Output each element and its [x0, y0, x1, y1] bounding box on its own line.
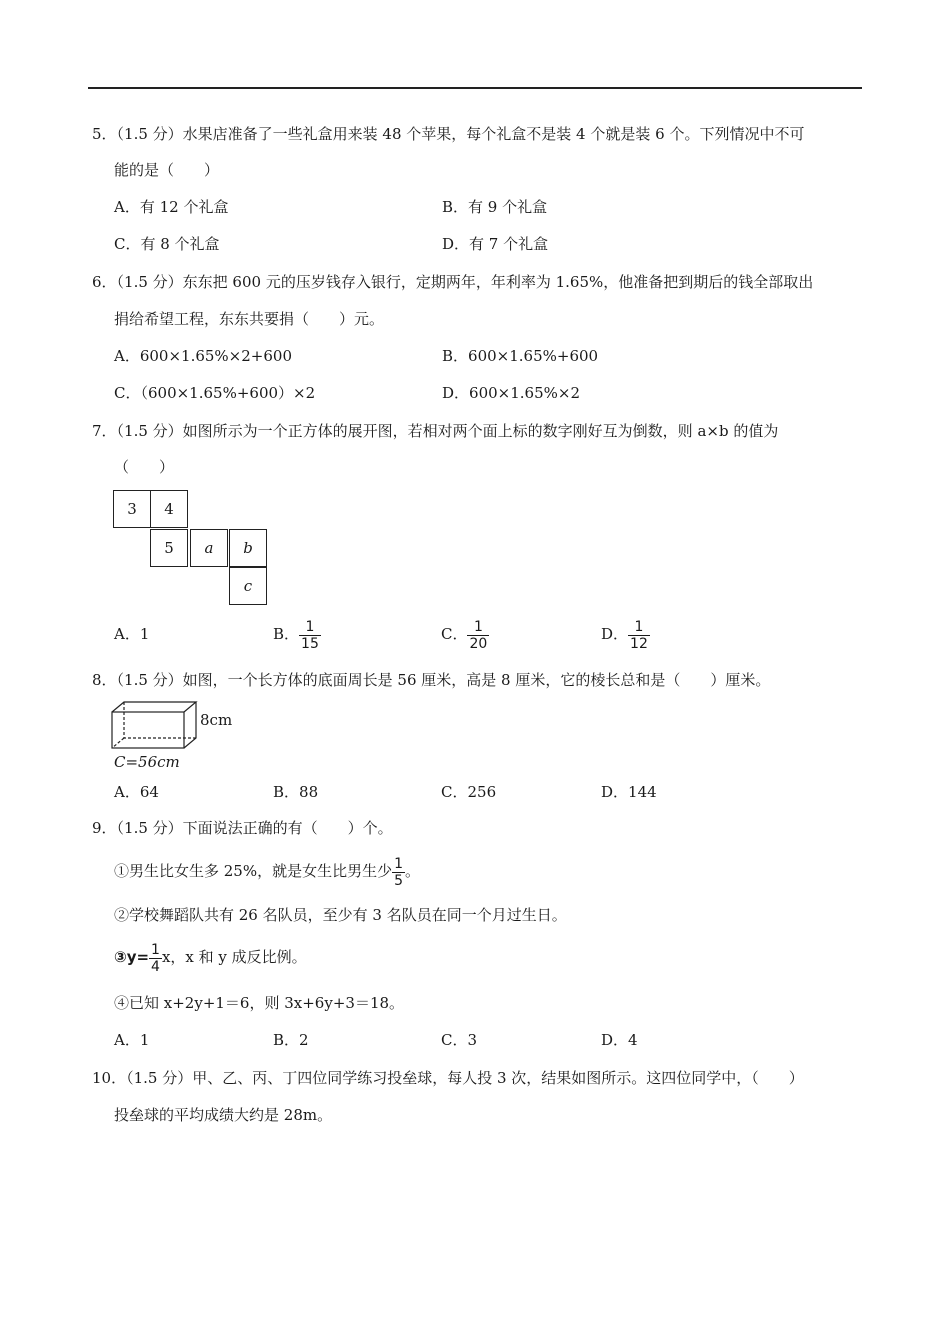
q10-stem-line1: 10．（1.5 分）甲、乙、丙、丁四位同学练习投垒球，每人投 3 次，结果如图所示。这四位同学中，（ ） — [92, 1069, 804, 1087]
q7-option-c[interactable] — [441, 615, 489, 653]
q8-option-d[interactable]: D．144 — [601, 783, 657, 801]
q9-statement-1 — [114, 852, 420, 890]
q8-option-c[interactable]: C．256 — [441, 783, 497, 801]
cuboid-perimeter-label: C=56cm — [114, 753, 180, 771]
net-face-a: a — [190, 529, 228, 567]
q9-option-a[interactable]: A．1 — [114, 1031, 150, 1049]
q7-stem-line2: （ ） — [114, 458, 175, 476]
q6-option-a[interactable]: A．600×1.65%×2+600 — [114, 347, 292, 365]
q9-statement-3-numerator: 1 — [151, 941, 160, 958]
cuboid-right-face — [184, 702, 196, 748]
q8-option-b[interactable]: B．88 — [273, 783, 319, 801]
q7-option-b-label: B． — [273, 625, 300, 643]
q9-option-c[interactable]: C．3 — [441, 1031, 478, 1049]
net-face-4: 4 — [150, 490, 188, 528]
q7-option-c-numerator: 1 — [467, 619, 489, 636]
q6-stem-line2: 捐给希望工程，东东共要捐（ ）元。 — [114, 310, 385, 328]
header-rule — [88, 87, 862, 89]
q7-option-d-label: D． — [601, 625, 629, 643]
q9-statement-1-text: ①男生比女生多 25%，就是女生比男生少 — [114, 862, 393, 880]
q9-option-b[interactable]: B．2 — [273, 1031, 309, 1049]
q8-stem-line1: 8．（1.5 分）如图，一个长方体的底面周长是 56 厘米，高是 8 厘米，它的棱长总和是（ ）厘米。 — [92, 671, 771, 689]
q7-option-c-denominator: 20 — [469, 635, 488, 652]
q7-option-c-fraction — [467, 619, 489, 652]
q9-stem-line1: 9．（1.5 分）下面说法正确的有（ ）个。 — [92, 819, 393, 837]
q7-option-d-fraction — [628, 619, 650, 652]
q7-option-d[interactable] — [601, 615, 650, 653]
q9-option-d[interactable]: D．4 — [601, 1031, 638, 1049]
q7-option-c-label: C． — [441, 625, 468, 643]
q7-option-d-numerator: 1 — [628, 619, 650, 636]
net-face-3: 3 — [113, 490, 151, 528]
q6-stem-line1: 6．（1.5 分）东东把 600 元的压岁钱存入银行，定期两年，年利率为 1.65%，他准备把到期后的钱全部取出 — [92, 273, 814, 291]
q7-option-b-denominator: 15 — [301, 635, 319, 652]
cuboid-hidden-edge-diagonal — [112, 738, 124, 748]
q9-statement-3-fraction — [149, 942, 162, 975]
q5-stem-line1: 5．（1.5 分）水果店准备了一些礼盒用来装 48 个苹果，每个礼盒不是装 4 个就是装 6 个。下列情况中不可 — [92, 125, 805, 143]
q9-statement-4: ④已知 x+2y+1＝6，则 3x+6y+3＝18。 — [114, 994, 405, 1012]
q7-option-d-denominator: 12 — [630, 635, 648, 652]
q9-statement-1-denominator: 5 — [394, 872, 404, 889]
q10-stem-line2: 投垒球的平均成绩大约是 28m。 — [114, 1106, 333, 1124]
q5-option-c[interactable]: C．有 8 个礼盒 — [114, 235, 220, 253]
q6-option-c[interactable]: C．（600×1.65%+600）×2 — [114, 384, 316, 402]
q9-statement-2: ②学校舞蹈队共有 26 名队员，至少有 3 名队员在同一个月过生日。 — [114, 906, 567, 924]
q6-option-d[interactable]: D．600×1.65%×2 — [442, 384, 580, 402]
q9-statement-3-denominator: 4 — [151, 958, 160, 975]
q9-statement-3-text: ③y= — [114, 948, 150, 966]
q7-option-b-numerator: 1 — [299, 619, 321, 636]
net-face-b: b — [229, 529, 267, 567]
net-face-c: c — [229, 567, 267, 605]
q9-statement-1-numerator: 1 — [394, 855, 404, 872]
cuboid-hidden-edges — [124, 702, 196, 738]
q7-stem-line1: 7．（1.5 分）如图所示为一个正方体的展开图，若相对两个面上标的数字刚好互为倒数，则 a×b 的值为 — [92, 422, 779, 440]
q5-option-a[interactable]: A．有 12 个礼盒 — [114, 198, 229, 216]
cuboid-height-label: 8cm — [200, 711, 233, 729]
q7-option-a[interactable]: A．1 — [114, 625, 150, 643]
net-face-5: 5 — [150, 529, 188, 567]
q9-statement-1-fraction — [392, 856, 405, 889]
q5-option-b[interactable]: B．有 9 个礼盒 — [442, 198, 548, 216]
q7-option-b-fraction — [299, 619, 321, 652]
q9-statement-1-end: 。 — [405, 862, 421, 880]
q5-option-d[interactable]: D．有 7 个礼盒 — [442, 235, 549, 253]
q6-option-b[interactable]: B．600×1.65%+600 — [442, 347, 599, 365]
q9-statement-3 — [114, 938, 307, 976]
q5-stem-line2: 能的是（ ） — [114, 161, 220, 179]
cuboid-front-face — [112, 712, 184, 748]
q8-option-a[interactable]: A．64 — [114, 783, 159, 801]
q9-statement-3-end: x，x 和 y 成反比例。 — [161, 948, 307, 966]
cuboid-figure — [108, 698, 200, 752]
q7-option-b[interactable] — [273, 615, 321, 653]
